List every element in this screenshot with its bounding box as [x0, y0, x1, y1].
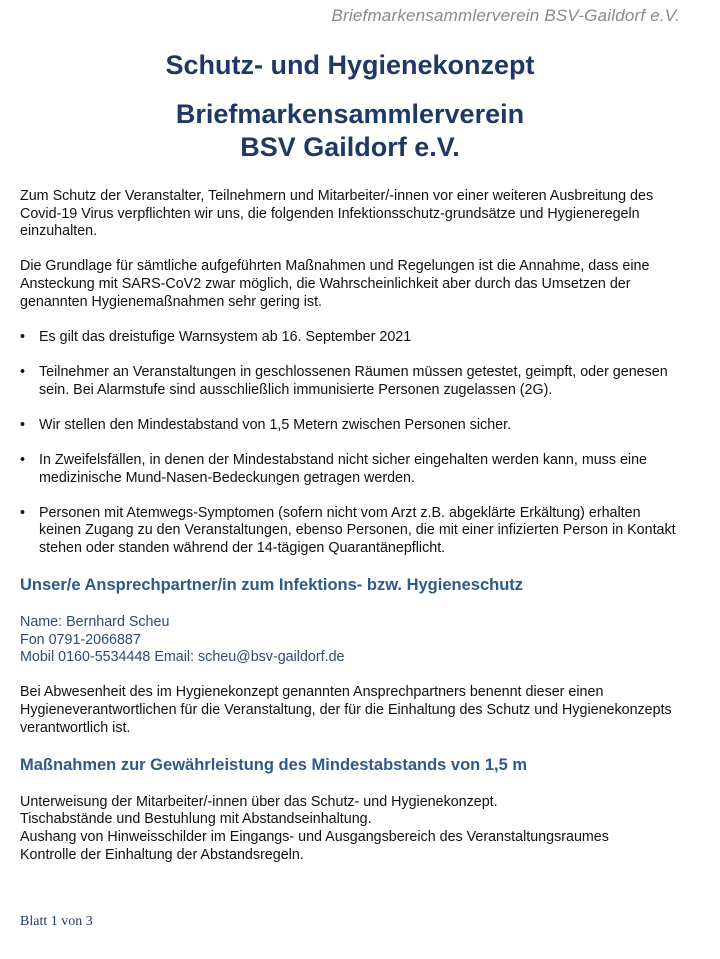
contact-phone: Fon 0791-2066887 [20, 631, 141, 648]
rules-list [20, 329, 680, 558]
title-block [0, 50, 700, 164]
bullet-icon: • [20, 504, 26, 521]
contact-block [20, 614, 680, 667]
distance-measures [20, 794, 680, 864]
list-item [20, 329, 680, 347]
bullet-icon: • [20, 416, 26, 433]
contact-mobile-email: Mobil 0160-5534448 Email: scheu@bsv-gaildorf.de [20, 649, 345, 666]
contact-note: Bei Abwesenheit des im Hygienekonzept genannten Ansprechpartners benennt dieser einen Hygieneverantwortlichen für die Veranstaltung, der für die Einhaltung des Schutz und Hygienekonzepts verantwortlich ist. [20, 684, 672, 736]
header-org-line: Briefmarkensammlerverein BSV-Gaildorf e.V. [331, 6, 680, 25]
document-title: Schutz- und Hygienekonzept [165, 50, 535, 80]
intro-paragraph: Die Grundlage für sämtliche aufgeführten Maßnahmen und Regelungen ist die Annahme, dass eine Ansteckung mit SARS-CoV2 zwar möglich, die Wahrscheinlichkeit aber durch das Umsetzen der genannten Hygienemaßnahmen sehr gering ist. [20, 258, 650, 310]
measure-line: Kontrolle der Einhaltung der Abstandsregeln. [20, 846, 304, 863]
list-item-text: Es gilt das dreistufige Warnsystem ab 16. September 2021 [39, 328, 412, 345]
bullet-icon: • [20, 451, 26, 468]
list-item [20, 364, 680, 399]
section-heading-contact: Unser/e Ansprechpartner/in zum Infektions- bzw. Hygieneschutz [20, 576, 524, 595]
bullet-icon: • [20, 328, 26, 345]
list-item [20, 505, 680, 558]
list-item-text: Teilnehmer an Veranstaltungen in geschlossenen Räumen müssen getestet, geimpft, oder genesen sein. Bei Alarmstufe sind ausschließlich immunisierte Personen zugelassen (2G). [39, 363, 668, 398]
org-title-line1: Briefmarkensammlerverein [175, 99, 525, 129]
measure-line: Aushang von Hinweisschilder im Eingangs- und Ausgangsbereich des Veranstaltungsraumes [20, 829, 609, 845]
list-item-text: Personen mit Atemwegs-Symptomen (sofern nicht vom Arzt z.B. abgeklärte Erkältung) erhalten keinen Zugang zu den Veranstaltungen, ebenso Personen, die mit einer infizierten Person in Kontakt stehen oder standen während der 14-tägigen Quarantänepflicht. [39, 504, 676, 556]
list-item [20, 417, 680, 435]
contact-name: Name: Bernhard Scheu [20, 614, 170, 631]
page-number: Blatt 1 von 3 [20, 914, 93, 929]
section-heading-distance: Maßnahmen zur Gewährleistung des Mindestabstands von 1,5 m [20, 755, 528, 774]
bullet-icon: • [20, 363, 26, 380]
list-item-text: In Zweifelsfällen, in denen der Mindestabstand nicht sicher eingehalten werden kann, muss eine medizinische Mund-Nasen-Bedeckungen getragen werden. [39, 451, 647, 486]
intro-paragraph: Zum Schutz der Veranstalter, Teilnehmern und Mitarbeiter/-innen vor einer weiteren Ausbreitung des Covid-19 Virus verpflichten wir uns, die folgenden Infektionsschutz-grundsätze und Hygieneregeln einzuhalten. [20, 188, 654, 240]
org-title-line2: BSV Gaildorf e.V. [240, 132, 460, 162]
measure-line: Unterweisung der Mitarbeiter/-innen über das Schutz- und Hygienekonzept. [20, 793, 498, 810]
document-body [20, 188, 680, 864]
list-item [20, 452, 680, 487]
measure-line: Tischabstände und Bestuhlung mit Abstandseinhaltung. [20, 811, 372, 828]
list-item-text: Wir stellen den Mindestabstand von 1,5 Metern zwischen Personen sicher. [39, 416, 512, 433]
